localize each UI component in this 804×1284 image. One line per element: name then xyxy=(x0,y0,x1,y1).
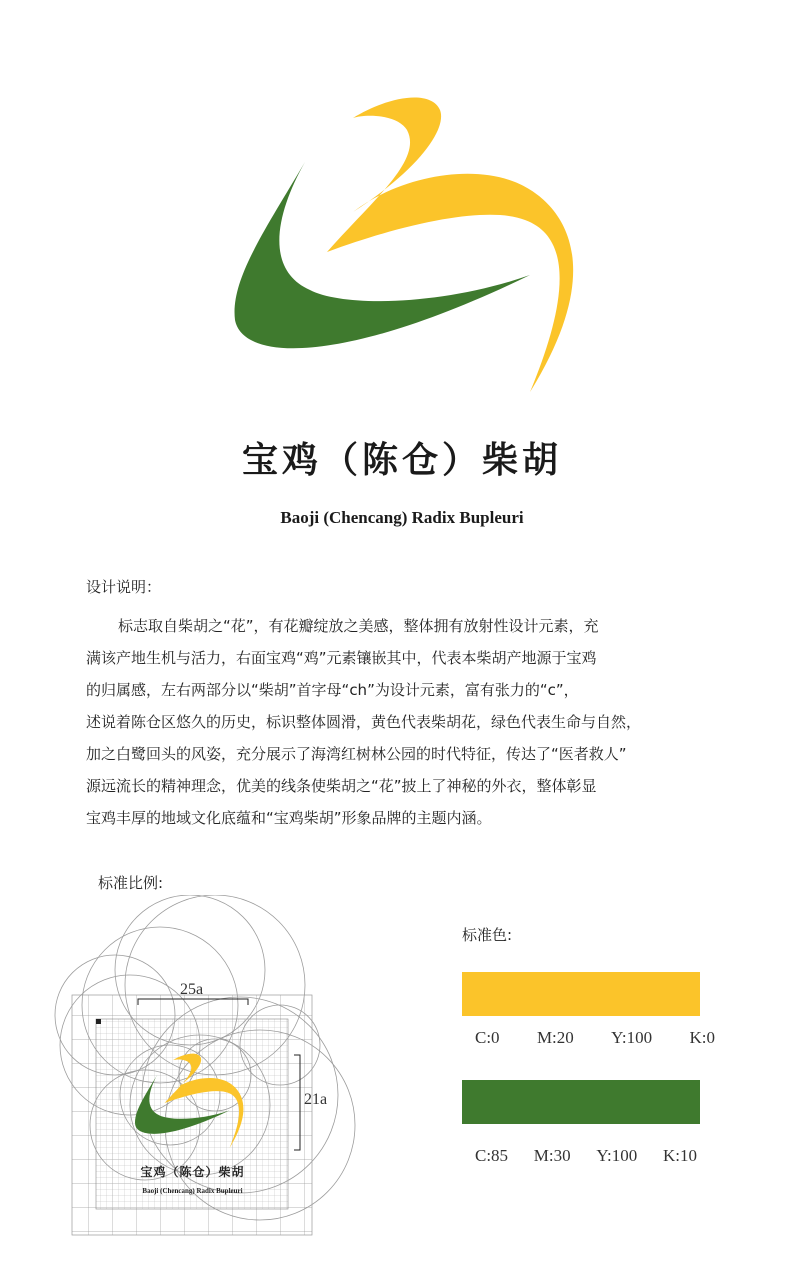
yellow-y: Y:100 xyxy=(611,1028,653,1047)
yellow-c: C:0 xyxy=(475,1028,500,1047)
description-line: 的归属感，左右两部分以“柴胡”首字母“ch”为设计元素，富有张力的“c”， xyxy=(86,681,579,699)
mini-title-en: Baoji (Chencang) Radix Bupleuri xyxy=(142,1187,243,1195)
green-m: M:30 xyxy=(533,1146,571,1165)
proportion-heading: 标准比例: xyxy=(98,874,164,892)
yellow-swatch xyxy=(462,972,700,1016)
description-heading: 设计说明： xyxy=(86,578,162,596)
yellow-k: K:0 xyxy=(689,1028,715,1047)
description-line: 标志取自柴胡之“花”，有花瓣绽放之美感，整体拥有放射性设计元素，充 xyxy=(118,617,599,635)
corner-marker xyxy=(96,1019,101,1024)
green-c: C:85 xyxy=(475,1146,509,1165)
colors-heading: 标准色: xyxy=(462,926,513,944)
yellow-m: M:20 xyxy=(536,1028,574,1047)
green-swatch xyxy=(462,1080,700,1124)
yellow-cmyk xyxy=(475,1028,715,1048)
description-line: 述说着陈仓区悠久的历史，标识整体圆滑，黄色代表柴胡花，绿色代表生命与自然， xyxy=(86,713,642,731)
brand-title-cn: 宝鸡（陈仓）柴胡 xyxy=(241,439,562,481)
description-line: 宝鸡丰厚的地域文化底蕴和“宝鸡柴胡”形象品牌的主题内涵。 xyxy=(86,809,492,827)
logo-yellow-petal xyxy=(327,98,573,392)
green-k: K:10 xyxy=(662,1146,697,1165)
mini-title-cn: 宝鸡（陈仓）柴胡 xyxy=(140,1165,245,1179)
description-line: 源远流长的精神理念，优美的线条使柴胡之“花”披上了神秘的外衣，整体彰显 xyxy=(86,777,597,795)
height-label: 21a xyxy=(304,1091,328,1108)
description-line: 满该产地生机与活力，右面宝鸡“鸡”元素镶嵌其中，代表本柴胡产地源于宝鸡 xyxy=(86,649,597,667)
description-line: 加之白鹭回头的风姿，充分展示了海湾红树林公园的时代特征，传达了“医者救人” xyxy=(86,745,627,763)
description-body xyxy=(86,610,726,834)
brand-title-en: Baoji (Chencang) Radix Bupleuri xyxy=(280,508,524,527)
width-label: 25a xyxy=(180,981,204,998)
proportion-diagram xyxy=(40,895,370,1245)
green-cmyk xyxy=(475,1146,697,1166)
brand-logo xyxy=(225,80,605,400)
green-y: Y:100 xyxy=(596,1146,638,1165)
